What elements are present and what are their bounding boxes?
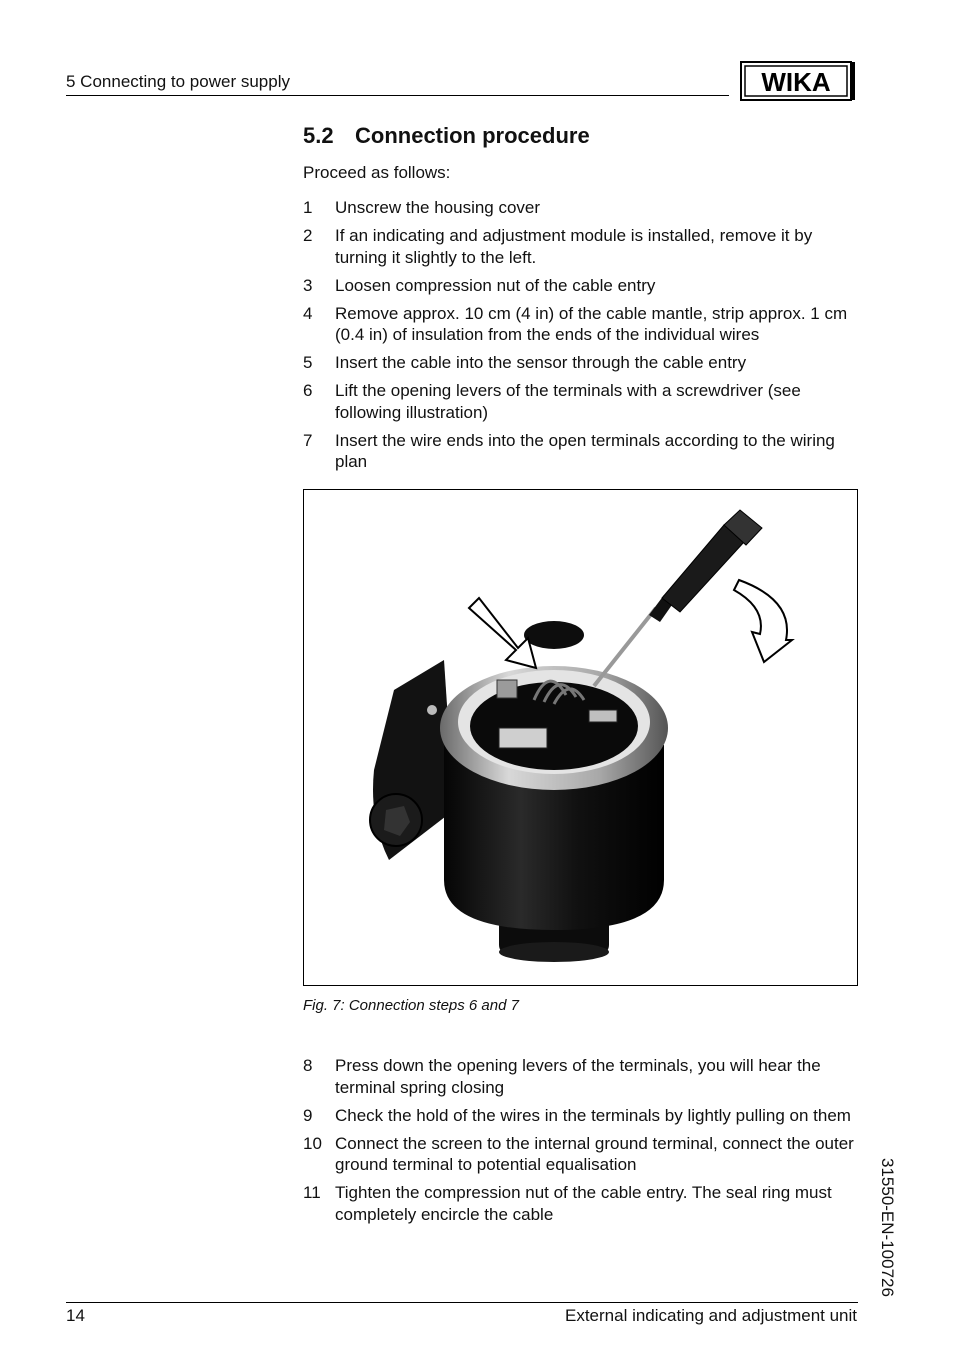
step-number: 2 [303, 226, 313, 245]
wika-logo [740, 61, 856, 101]
step-text: Unscrew the housing cover [335, 198, 541, 217]
step-item [303, 430, 859, 473]
figure-connection-steps [303, 489, 858, 986]
step-item [303, 1133, 859, 1176]
step-number: 8 [303, 1056, 313, 1075]
header-rule [66, 95, 729, 96]
svg-text:WIKA: WIKA [761, 67, 831, 97]
step-text: Lift the opening levers of the terminals with a screwdriver (see following illustration) [335, 381, 801, 422]
step-number: 4 [303, 303, 313, 323]
step-item [303, 1105, 859, 1127]
step-text: If an indicating and adjustment module is installed, remove it by turning it slightly to the left. [335, 226, 813, 267]
section-title-text: Connection procedure [355, 123, 590, 148]
figure-caption: Fig. 7: Connection steps 6 and 7 [303, 997, 519, 1014]
sensor-illustration [304, 490, 857, 985]
document-code: 31550-EN-100726 [878, 1158, 897, 1297]
step-item [303, 275, 859, 297]
step-number: 6 [303, 381, 313, 400]
step-text: Check the hold of the wires in the terminals by lightly pulling on them [335, 1105, 851, 1125]
steps-list-1 [303, 197, 859, 479]
step-number: 9 [303, 1105, 313, 1125]
step-number: 3 [303, 275, 313, 295]
footer-rule [66, 1302, 858, 1303]
step-text: Tighten the compression nut of the cable entry. The seal ring must completely encircle the cable [335, 1183, 832, 1224]
step-text: Insert the cable into the sensor through the cable entry [335, 353, 747, 372]
step-number: 7 [303, 430, 313, 450]
step-number: 10 [303, 1133, 322, 1153]
step-item [303, 352, 859, 374]
step-number: 1 [303, 198, 313, 217]
chapter-heading: 5 Connecting to power supply [66, 72, 290, 91]
section-number: 5.2 [303, 123, 334, 148]
step-text: Loosen compression nut of the cable entry [335, 275, 656, 295]
step-text: Insert the wire ends into the open terminals according to the wiring plan [335, 430, 835, 471]
step-text: Press down the opening levers of the terminals, you will hear the terminal spring closing [335, 1056, 821, 1097]
intro-text: Proceed as follows: [303, 163, 451, 182]
step-text: Connect the screen to the internal ground terminal, connect the outer ground terminal to potential equalisation [335, 1133, 854, 1174]
step-item [303, 303, 859, 346]
footer-title: External indicating and adjustment unit [564, 1306, 857, 1325]
steps-list-2 [303, 1055, 859, 1232]
step-item [303, 1055, 859, 1098]
step-item [303, 197, 859, 219]
step-item [303, 225, 859, 268]
page-number: 14 [66, 1306, 85, 1325]
step-item [303, 1182, 859, 1225]
step-number: 11 [303, 1183, 321, 1202]
step-number: 5 [303, 353, 313, 372]
step-text: Remove approx. 10 cm (4 in) of the cable mantle, strip approx. 1 cm (0.4 in) of insulation from the ends of the individual wires [335, 303, 848, 344]
step-item [303, 380, 859, 423]
section-title [303, 123, 590, 149]
